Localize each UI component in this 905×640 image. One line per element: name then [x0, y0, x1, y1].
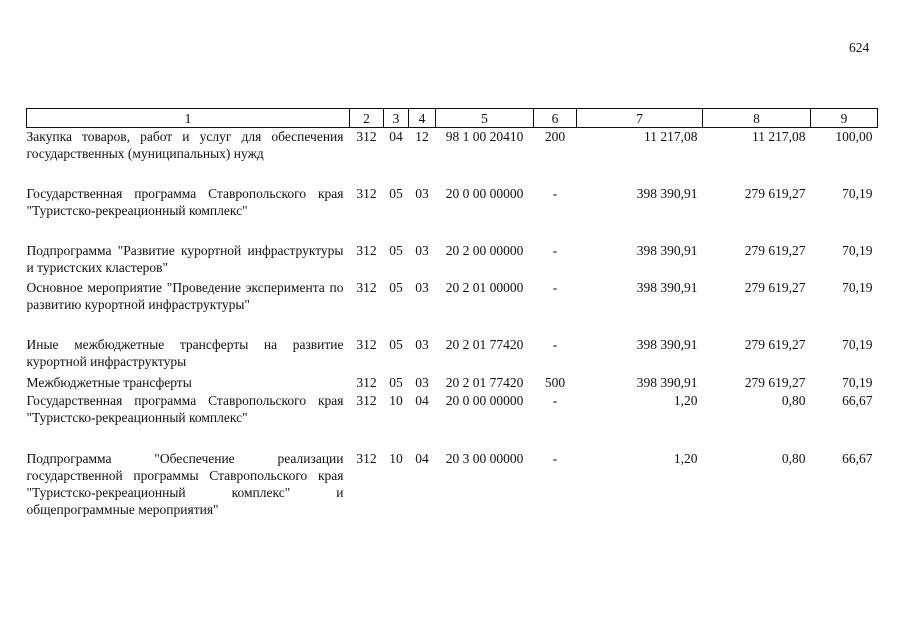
row-name: Основное мероприятие "Проведение эксперимента по развитию курортной инфраструктуры": [26, 279, 344, 312]
plan-cell: 11 217,08: [644, 129, 698, 144]
fact-cell: 279 619,27: [744, 185, 806, 201]
pct-cell: 70,19: [842, 374, 873, 390]
table-row: [27, 392, 878, 450]
row-name-cell: [27, 374, 350, 392]
header-cell: 3: [384, 109, 409, 128]
rz-cell: 10: [389, 450, 403, 466]
header-cell: 2: [350, 109, 384, 128]
header-cell: 8: [703, 109, 811, 128]
pr-cell: 04: [415, 392, 429, 408]
ved-cell: 312: [356, 279, 377, 295]
pct-cell: 70,19: [842, 336, 873, 352]
rz-cell: 05: [389, 336, 403, 352]
ved-cell: 312: [356, 185, 377, 201]
ved-cell: 312: [356, 242, 377, 258]
csr-cell: 20 2 00 00000: [445, 242, 524, 258]
csr-cell: 98 1 00 20410: [445, 129, 524, 144]
ved-cell: 312: [356, 450, 377, 466]
pct-cell: 70,19: [842, 242, 873, 258]
csr-cell: 20 2 01 77420: [445, 374, 524, 390]
vr-cell: 500: [544, 374, 566, 390]
ved-cell: 312: [356, 129, 377, 144]
csr-cell: 20 2 01 77420: [445, 336, 524, 352]
fact-cell: 11 217,08: [752, 129, 806, 144]
row-name: Государственная программа Ставропольского края "Туристско-рекреационный комплекс": [26, 392, 344, 425]
row-name-cell: [27, 128, 350, 185]
header-cell: 9: [811, 109, 878, 128]
row-name: Межбюджетные трансферты: [26, 374, 192, 390]
row-name: Государственная программа Ставропольского края "Туристско-рекреационный комплекс": [26, 185, 344, 218]
plan-cell: 1,20: [673, 392, 698, 408]
csr-cell: 20 0 00 00000: [445, 392, 524, 408]
pr-cell: 03: [415, 336, 429, 352]
header-cell: 5: [436, 109, 534, 128]
header-cell: 1: [27, 109, 350, 128]
table-row: [27, 450, 878, 525]
pct-cell: 70,19: [842, 185, 873, 201]
table-row: [27, 279, 878, 336]
pct-cell: 100,00: [835, 129, 873, 144]
row-name-cell: [27, 242, 350, 279]
vr-cell: -: [552, 392, 558, 408]
rz-cell: 10: [389, 392, 403, 408]
pct-cell: 66,67: [842, 392, 873, 408]
vr-cell: -: [552, 336, 558, 352]
pr-cell: 03: [415, 242, 429, 258]
plan-cell: 398 390,91: [636, 279, 698, 295]
fact-cell: 0,80: [781, 392, 806, 408]
vr-cell: -: [552, 279, 558, 295]
plan-cell: 398 390,91: [636, 185, 698, 201]
header-cell: 7: [577, 109, 703, 128]
row-name: Подпрограмма "Развитие курортной инфраструктуры и туристских кластеров": [26, 242, 344, 275]
pct-cell: 70,19: [842, 279, 873, 295]
table-row: [27, 374, 878, 392]
csr-cell: 20 3 00 00000: [445, 450, 524, 466]
row-name-cell: [27, 450, 350, 525]
table-row: [27, 336, 878, 374]
row-name-cell: [27, 392, 350, 450]
row-name: Иные межбюджетные трансферты на развитие курортной инфраструктуры: [26, 336, 344, 369]
vr-cell: -: [552, 450, 558, 466]
rz-cell: 05: [389, 242, 403, 258]
csr-cell: 20 2 01 00000: [445, 279, 524, 295]
fact-cell: 279 619,27: [744, 336, 806, 352]
rz-cell: 04: [389, 129, 403, 144]
row-name-cell: [27, 279, 350, 336]
plan-cell: 1,20: [673, 450, 698, 466]
row-name: Закупка товаров, работ и услуг для обеспечения государственных (муниципальных) нужд: [26, 129, 344, 161]
table-row: [27, 128, 878, 185]
table-row: [27, 185, 878, 242]
rz-cell: 05: [389, 279, 403, 295]
budget-table: [26, 108, 878, 525]
header-cell: 6: [534, 109, 577, 128]
pct-cell: 66,67: [842, 450, 873, 466]
ved-cell: 312: [356, 374, 377, 390]
rz-cell: 05: [389, 374, 403, 390]
row-name-cell: [27, 336, 350, 374]
table-row: [27, 242, 878, 279]
page-number: 624: [849, 40, 870, 55]
header-cell: 4: [409, 109, 436, 128]
ved-cell: 312: [356, 336, 377, 352]
rz-cell: 05: [389, 185, 403, 201]
row-name: Подпрограмма "Обеспечение реализации государственной программы Ставропольского края "Туристско-рекреационный комплекс" и общепрограммные мероприятия": [26, 450, 344, 517]
pr-cell: 04: [415, 450, 429, 466]
row-name-cell: [27, 185, 350, 242]
fact-cell: 279 619,27: [744, 374, 806, 390]
pr-cell: 03: [415, 374, 429, 390]
vr-cell: -: [552, 242, 558, 258]
csr-cell: 20 0 00 00000: [445, 185, 524, 201]
vr-cell: -: [552, 185, 558, 201]
plan-cell: 398 390,91: [636, 336, 698, 352]
fact-cell: 279 619,27: [744, 242, 806, 258]
plan-cell: 398 390,91: [636, 242, 698, 258]
pr-cell: 12: [415, 129, 429, 144]
fact-cell: 0,80: [781, 450, 806, 466]
vr-cell: 200: [544, 129, 566, 144]
fact-cell: 279 619,27: [744, 279, 806, 295]
table-header-row: [27, 109, 878, 128]
plan-cell: 398 390,91: [636, 374, 698, 390]
ved-cell: 312: [356, 392, 377, 408]
pr-cell: 03: [415, 185, 429, 201]
pr-cell: 03: [415, 279, 429, 295]
